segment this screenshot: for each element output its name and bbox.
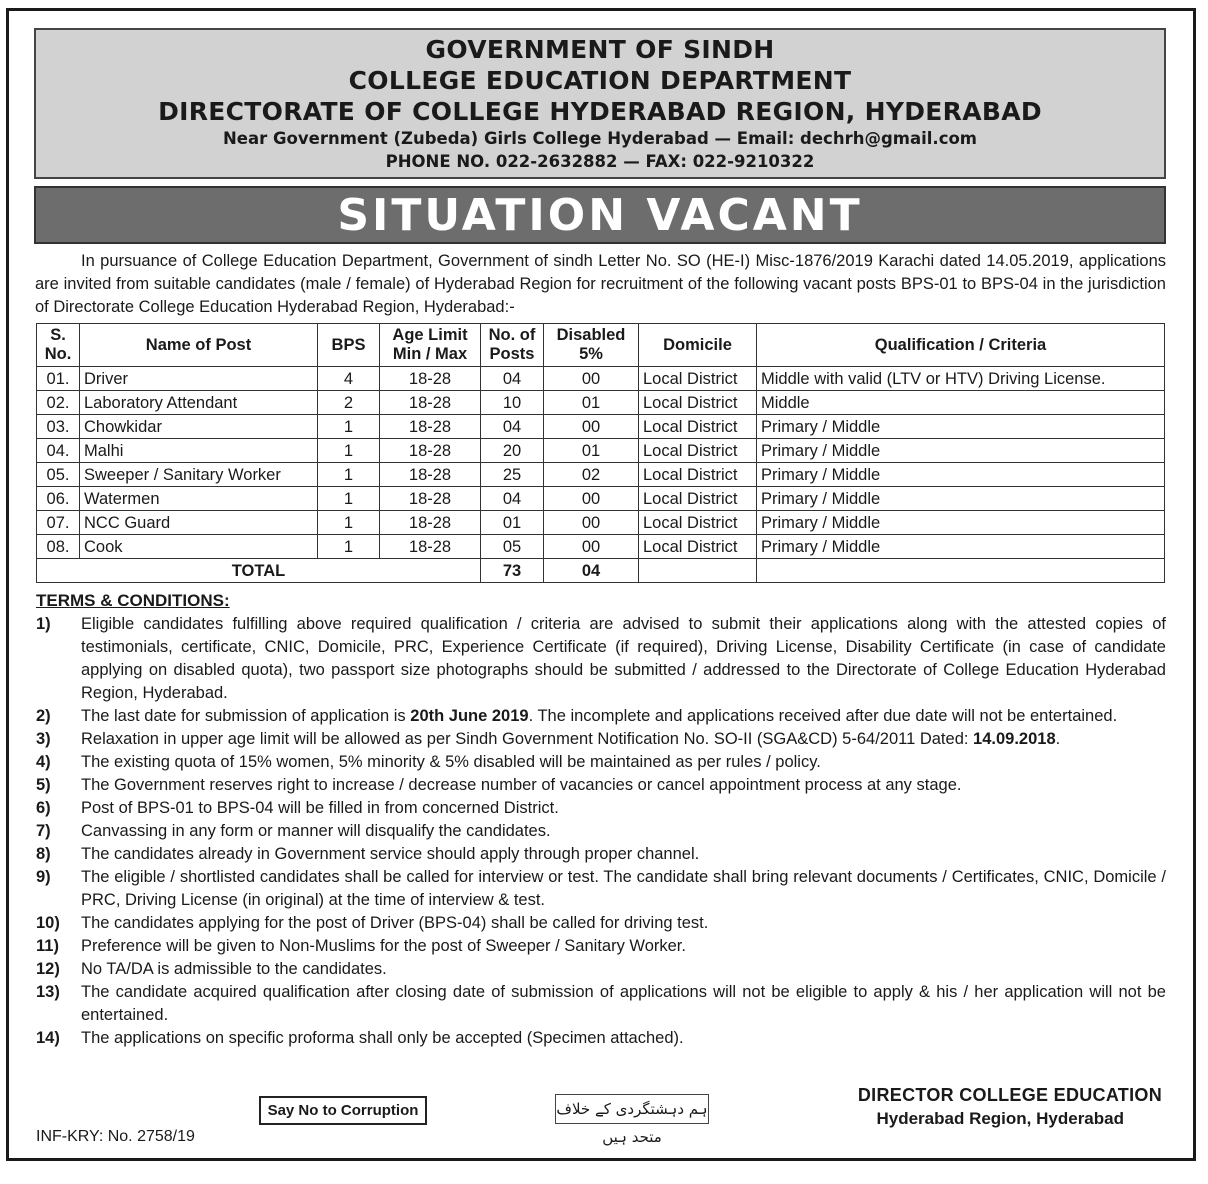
list-item — [36, 866, 1166, 912]
cell-disabled: 00 — [544, 535, 639, 559]
header-qualification: Qualification / Criteria — [757, 324, 1165, 367]
term-number: 12) — [36, 960, 60, 978]
term-number: 1) — [36, 615, 51, 633]
cell-qualification: Primary / Middle — [757, 487, 1165, 511]
cell-disabled: 02 — [544, 463, 639, 487]
total-disabled: 04 — [544, 559, 639, 583]
cell-age: 18-28 — [380, 415, 481, 439]
cell-qualification: Primary / Middle — [757, 511, 1165, 535]
term-text-bold: 14.09.2018 — [973, 730, 1056, 748]
cell-name: Malhi — [80, 439, 318, 463]
term-number: 7) — [36, 822, 51, 840]
term-number: 4) — [36, 753, 51, 771]
cell-qualification: Middle — [757, 391, 1165, 415]
term-text: The eligible / shortlisted candidates shall be called for interview or test. The candidate shall bring relevant documents / Certificates, CNIC, Domicile / PRC, Driving License (in original) at the time of interview & test. — [81, 868, 1166, 909]
term-text: No TA/DA is admissible to the candidates. — [81, 960, 387, 978]
cell-name: Chowkidar — [80, 415, 318, 439]
term-text: The candidates applying for the post of Driver (BPS-04) shall be called for driving test. — [81, 914, 709, 932]
term-number: 9) — [36, 868, 51, 886]
cell-bps: 1 — [318, 415, 380, 439]
header-government: GOVERNMENT OF SINDH — [425, 35, 775, 64]
cell-age: 18-28 — [380, 439, 481, 463]
cell-bps: 1 — [318, 535, 380, 559]
term-number: 6) — [36, 799, 51, 817]
list-item — [36, 1027, 1166, 1050]
term-number: 11) — [36, 937, 59, 955]
list-item — [36, 935, 1166, 958]
say-no-to-corruption-stamp: Say No to Corruption — [259, 1096, 427, 1125]
cell-bps: 1 — [318, 511, 380, 535]
table-row — [37, 391, 1165, 415]
cell-sno: 06. — [37, 487, 80, 511]
cell-sno: 03. — [37, 415, 80, 439]
term-text: The Government reserves right to increase / decrease number of vacancies or cancel appointment process at any stage. — [81, 776, 962, 794]
list-item — [36, 797, 1166, 820]
header-sno: S. No. — [37, 324, 80, 367]
cell-posts: 25 — [481, 463, 544, 487]
list-item — [36, 820, 1166, 843]
table-total-row — [37, 559, 1165, 583]
cell-bps: 1 — [318, 463, 380, 487]
table-row — [37, 535, 1165, 559]
header-phone: PHONE NO. 022-2632882 — FAX: 022-9210322 — [385, 152, 815, 171]
cell-domicile: Local District — [639, 535, 757, 559]
term-text: Post of BPS-01 to BPS-04 will be filled in from concerned District. — [81, 799, 559, 817]
term-text-post: . — [1055, 730, 1061, 748]
list-item — [36, 774, 1166, 797]
cell-qualification: Primary / Middle — [757, 439, 1165, 463]
term-number: 2) — [36, 707, 51, 725]
list-item — [36, 613, 1166, 705]
list-item — [36, 912, 1166, 935]
situation-vacant-banner — [34, 186, 1166, 244]
header-address: Near Government (Zubeda) Girls College Hyderabad — Email: dechrh@gmail.com — [223, 129, 977, 148]
cell-age: 18-28 — [380, 463, 481, 487]
term-number: 8) — [36, 845, 51, 863]
term-number: 14) — [36, 1029, 60, 1047]
cell-disabled: 01 — [544, 439, 639, 463]
cell-sno: 01. — [37, 367, 80, 391]
cell-bps: 1 — [318, 439, 380, 463]
cell-age: 18-28 — [380, 535, 481, 559]
header-bps: BPS — [318, 324, 380, 367]
total-qualification-empty — [757, 559, 1165, 583]
header-department: COLLEGE EDUCATION DEPARTMENT — [348, 66, 852, 95]
cell-posts: 10 — [481, 391, 544, 415]
cell-bps: 1 — [318, 487, 380, 511]
term-text: Eligible candidates fulfilling above required qualification / criteria are advised to submit their applications along with the attested copies of testimonials, certificate, CNIC, Domicile, PRC, Experience Certificate (if required), Driving License, Disability Certificate (in case of candidate applying on disabled quota), two passport size photographs should be submitted / addressed to the Directorate of College Education Hyderabad Region, Hyderabad. — [81, 615, 1166, 702]
cell-name: Sweeper / Sanitary Worker — [80, 463, 318, 487]
cell-posts: 04 — [481, 487, 544, 511]
table-row — [37, 511, 1165, 535]
cell-bps: 4 — [318, 367, 380, 391]
cell-posts: 01 — [481, 511, 544, 535]
header-directorate: DIRECTORATE OF COLLEGE HYDERABAD REGION, HYDERABAD — [158, 97, 1042, 126]
cell-disabled: 00 — [544, 415, 639, 439]
director-signature-block — [858, 1083, 1162, 1131]
list-item — [36, 981, 1166, 1027]
cell-bps: 2 — [318, 391, 380, 415]
term-text-bold: 20th June 2019 — [410, 707, 529, 725]
list-item — [36, 958, 1166, 981]
total-label: TOTAL — [37, 559, 481, 583]
table-header-row — [37, 324, 1165, 367]
director-region: Hyderabad Region, Hyderabad — [876, 1109, 1124, 1128]
cell-domicile: Local District — [639, 439, 757, 463]
list-item — [36, 728, 1166, 751]
cell-sno: 05. — [37, 463, 80, 487]
cell-domicile: Local District — [639, 511, 757, 535]
cell-disabled: 00 — [544, 487, 639, 511]
cell-posts: 20 — [481, 439, 544, 463]
term-number: 5) — [36, 776, 51, 794]
term-text-pre: Relaxation in upper age limit will be allowed as per Sindh Government Notification No. SO-II (SGA&CD) 5-64/2011 Dated: — [81, 730, 974, 748]
header-box — [34, 28, 1166, 179]
cell-sno: 08. — [37, 535, 80, 559]
list-item — [36, 751, 1166, 774]
table-row — [37, 487, 1165, 511]
term-text-pre: The last date for submission of application is — [81, 707, 411, 725]
total-domicile-empty — [639, 559, 757, 583]
term-text: Preference will be given to Non-Muslims for the post of Sweeper / Sanitary Worker. — [81, 937, 686, 955]
cell-posts: 04 — [481, 415, 544, 439]
term-text-post: . The incomplete and applications received after due date will not be entertained. — [528, 707, 1118, 725]
header-age-limit: Age Limit Min / Max — [380, 324, 481, 367]
cell-name: Watermen — [80, 487, 318, 511]
table-row — [37, 367, 1165, 391]
cell-qualification: Primary / Middle — [757, 463, 1165, 487]
cell-qualification: Middle with valid (LTV or HTV) Driving License. — [757, 367, 1165, 391]
cell-domicile: Local District — [639, 367, 757, 391]
cell-domicile: Local District — [639, 391, 757, 415]
term-number: 3) — [36, 730, 51, 748]
term-text: The candidates already in Government service should apply through proper channel. — [81, 845, 700, 863]
cell-domicile: Local District — [639, 415, 757, 439]
term-number: 13) — [36, 983, 60, 1001]
cell-sno: 07. — [37, 511, 80, 535]
posts-table — [36, 323, 1165, 583]
cell-age: 18-28 — [380, 367, 481, 391]
cell-age: 18-28 — [380, 391, 481, 415]
cell-disabled: 00 — [544, 511, 639, 535]
cell-age: 18-28 — [380, 511, 481, 535]
term-text: The existing quota of 15% women, 5% minority & 5% disabled will be maintained as per rules / policy. — [81, 753, 821, 771]
terms-title: TERMS & CONDITIONS: — [36, 591, 230, 610]
list-item — [36, 843, 1166, 866]
terms-list — [36, 613, 1166, 1050]
cell-domicile: Local District — [639, 487, 757, 511]
total-posts: 73 — [481, 559, 544, 583]
director-title: DIRECTOR COLLEGE EDUCATION — [857, 1085, 1162, 1105]
cell-sno: 04. — [37, 439, 80, 463]
cell-domicile: Local District — [639, 463, 757, 487]
intro-paragraph: In pursuance of College Education Department, Government of sindh Letter No. SO (HE-I) Misc-1876/2019 Karachi dated 14.05.2019, applications are invited from suitable candidates (male / female) of Hyderabad Region for recruitment of the following vacant posts BPS-01 to BPS-04 in the jurisdiction of Directorate College Education Hyderabad Region, Hyderabad:- — [35, 252, 1166, 316]
term-text: The candidate acquired qualification after closing date of submission of applications will not be eligible to apply & his / her application will not be entertained. — [81, 983, 1166, 1024]
cell-disabled: 00 — [544, 367, 639, 391]
term-number: 10) — [36, 914, 60, 932]
term-text: Canvassing in any form or manner will disqualify the candidates. — [81, 822, 551, 840]
term-text: The applications on specific proforma shall only be accepted (Specimen attached). — [81, 1029, 684, 1047]
cell-name: Driver — [80, 367, 318, 391]
table-row — [37, 415, 1165, 439]
cell-posts: 04 — [481, 367, 544, 391]
table-row — [37, 439, 1165, 463]
cell-qualification: Primary / Middle — [757, 415, 1165, 439]
list-item — [36, 705, 1166, 728]
header-domicile: Domicile — [639, 324, 757, 367]
header-no-of-posts: No. of Posts — [481, 324, 544, 367]
header-disabled: Disabled 5% — [544, 324, 639, 367]
cell-qualification: Primary / Middle — [757, 535, 1165, 559]
header-name-of-post: Name of Post — [80, 324, 318, 367]
cell-disabled: 01 — [544, 391, 639, 415]
inf-number: INF-KRY: No. 2758/19 — [36, 1128, 195, 1145]
cell-posts: 05 — [481, 535, 544, 559]
cell-name: Laboratory Attendant — [80, 391, 318, 415]
table-row — [37, 463, 1165, 487]
cell-name: Cook — [80, 535, 318, 559]
urdu-slogan-stamp: ہم دہشتگردی کے خلاف متحد ہیں — [555, 1094, 709, 1124]
cell-age: 18-28 — [380, 487, 481, 511]
cell-sno: 02. — [37, 391, 80, 415]
cell-name: NCC Guard — [80, 511, 318, 535]
banner-title: SITUATION VACANT — [337, 190, 863, 241]
